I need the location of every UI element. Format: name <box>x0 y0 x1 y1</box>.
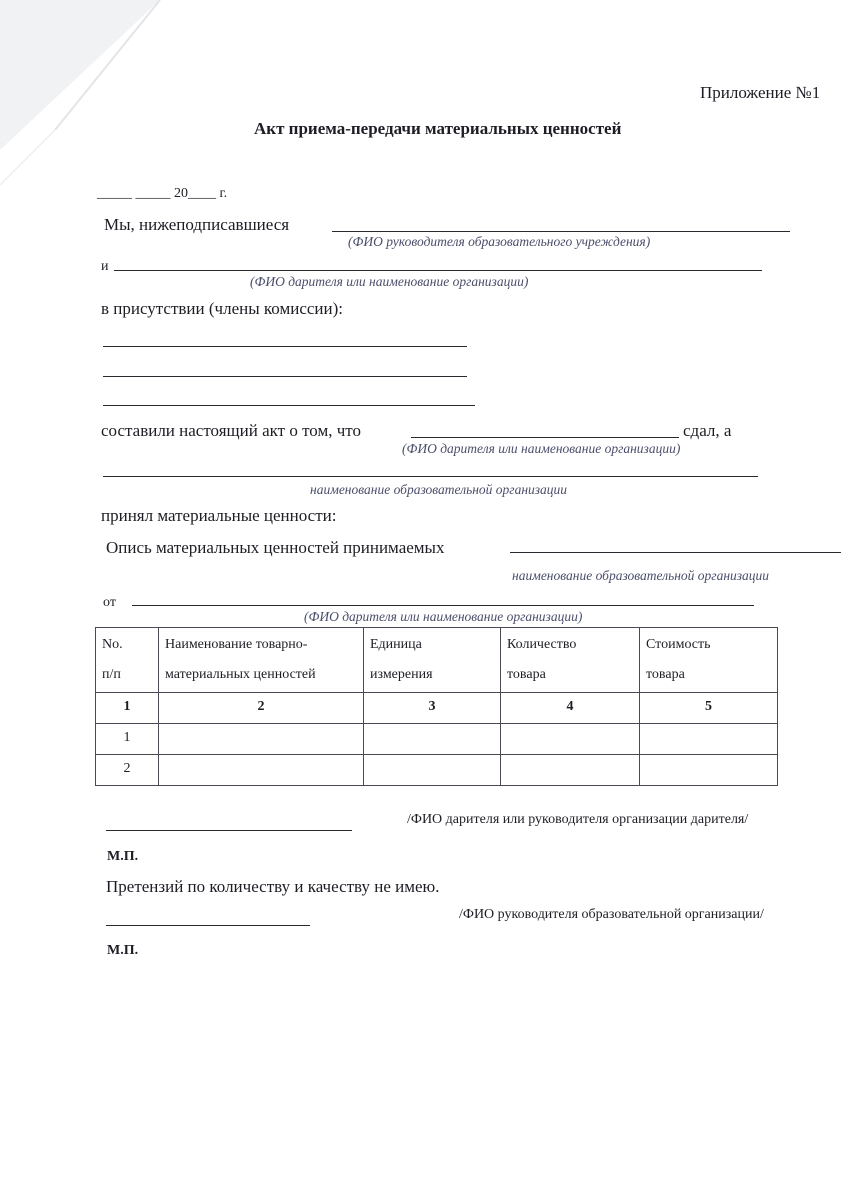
header-cell-item-name: Наименование товарно- материальных ценностей <box>159 628 364 693</box>
hint-edu-org-2: наименование образовательной организации <box>512 568 770 583</box>
table-column-numbers-row <box>96 693 778 724</box>
hint-donor-2: (ФИО дарителя или наименование организации) <box>402 441 681 456</box>
in-presence-label: в присутствии (члены комиссии): <box>101 299 343 318</box>
item-name-cell[interactable] <box>159 724 364 755</box>
appendix-label: Приложение №1 <box>700 83 821 102</box>
handed-suffix: сдал, а <box>683 421 732 440</box>
head-signature-caption: /ФИО руководителя образовательной организации/ <box>459 907 764 922</box>
drew-up-label: составили настоящий акт о том, что <box>101 421 361 440</box>
goods-table <box>95 627 778 786</box>
header-cell-cost: Стоимость товара <box>640 628 778 693</box>
column-number-cell: 3 <box>364 693 501 724</box>
commission-member-3-field[interactable] <box>103 405 475 406</box>
donor-signature-field[interactable] <box>106 830 352 831</box>
row-number-cell: 2 <box>96 755 159 786</box>
cost-cell[interactable] <box>640 724 778 755</box>
quantity-cell[interactable] <box>501 755 640 786</box>
donor-name-field-1[interactable] <box>114 270 762 271</box>
hint-donor-1: (ФИО дарителя или наименование организации) <box>250 274 529 289</box>
row-number-cell: 1 <box>96 724 159 755</box>
table-row <box>96 755 778 786</box>
column-number-cell: 5 <box>640 693 778 724</box>
hint-edu-org-1: наименование образовательной организации <box>310 482 568 497</box>
edu-org-name-field-2[interactable] <box>510 552 841 553</box>
and-label: и <box>101 259 109 274</box>
head-signature-field[interactable] <box>106 925 310 926</box>
inventory-label: Опись материальных ценностей принимаемых <box>106 538 445 557</box>
donor-name-field-2[interactable] <box>411 437 679 438</box>
column-number-cell: 1 <box>96 693 159 724</box>
no-claims-text: Претензий по количеству и качеству не имею. <box>106 877 440 896</box>
column-number-cell: 2 <box>159 693 364 724</box>
commission-member-1-field[interactable] <box>103 346 467 347</box>
hint-head-edu: (ФИО руководителя образовательного учреждения) <box>348 234 651 249</box>
head-edu-name-field[interactable] <box>332 231 790 232</box>
table-header-row <box>96 628 778 693</box>
accepted-label: принял материальные ценности: <box>101 506 337 525</box>
document-title: Акт приема-передачи материальных ценностей <box>254 119 622 138</box>
from-label: от <box>103 595 116 610</box>
stamp-label-2: М.П. <box>107 943 139 958</box>
header-cell-quantity: Количество товара <box>501 628 640 693</box>
header-cell-number: No. п/п <box>96 628 159 693</box>
edu-org-name-field-1[interactable] <box>103 476 758 477</box>
donor-signature-caption: /ФИО дарителя или руководителя организации дарителя/ <box>407 812 749 827</box>
table-row <box>96 724 778 755</box>
quantity-cell[interactable] <box>501 724 640 755</box>
donor-name-field-3[interactable] <box>132 605 754 606</box>
we-undersigned-label: Мы, нижеподписавшиеся <box>104 215 290 234</box>
hint-donor-3: (ФИО дарителя или наименование организации) <box>304 609 583 624</box>
cost-cell[interactable] <box>640 755 778 786</box>
date-line: _____ _____ 20____ г. <box>97 186 228 201</box>
column-number-cell: 4 <box>501 693 640 724</box>
unit-cell[interactable] <box>364 724 501 755</box>
stamp-label-1: М.П. <box>107 849 139 864</box>
item-name-cell[interactable] <box>159 755 364 786</box>
header-cell-unit: Единица измерения <box>364 628 501 693</box>
commission-member-2-field[interactable] <box>103 376 467 377</box>
unit-cell[interactable] <box>364 755 501 786</box>
